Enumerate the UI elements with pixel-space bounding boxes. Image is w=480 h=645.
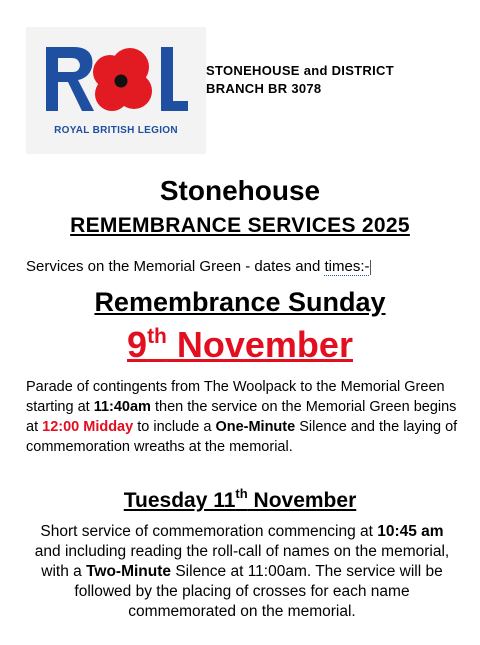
sunday-text-3: to include a (133, 419, 216, 435)
text-cursor (370, 260, 371, 275)
rbl-logo-mark (26, 27, 206, 127)
sunday-details (26, 377, 466, 457)
tuesday-details (26, 522, 458, 622)
page-subtitle: REMEMBRANCE SERVICES 2025 (70, 214, 410, 237)
sunday-service-time: 12:00 Midday (42, 419, 134, 435)
tuesday-heading-sup: th (235, 486, 248, 501)
intro-lead: Services on the Memorial Green - dates and (26, 258, 325, 275)
tuesday-time: 10:45 am (377, 523, 444, 540)
sunday-text-4: Silence and the laying of commemoration wreaths at the memorial. (26, 419, 458, 455)
tuesday-heading-2: November (247, 489, 357, 512)
intro-line (26, 258, 371, 275)
tuesday-text-2: and including reading the roll-call of names on the memorial, with a (34, 543, 450, 580)
sunday-text-1: Parade of contingents from The Woolpack to the Memorial Green starting at (26, 379, 445, 415)
sunday-silence: One-Minute (215, 419, 296, 435)
branch-name (206, 62, 456, 98)
branch-line-1: STONEHOUSE and DISTRICT (206, 63, 394, 78)
tuesday-silence: Two-Minute (86, 563, 172, 580)
branch-line-2: BRANCH BR 3078 (206, 81, 322, 96)
intro-dotted: times:- (324, 258, 370, 275)
sunday-start-time: 11:40am (93, 399, 151, 415)
page-title: Stonehouse (159, 175, 321, 206)
logo-caption: ROYAL BRITISH LEGION (54, 125, 178, 136)
sunday-heading: Remembrance Sunday (94, 287, 386, 317)
sunday-date-suffix: th (147, 325, 167, 348)
sunday-text-2: then the service on the Memorial Green begins at (26, 399, 457, 435)
tuesday-text-1: Short service of commemoration commencing at (40, 523, 378, 540)
sunday-date-month: November (166, 324, 353, 365)
sunday-date-day: 9 (127, 324, 148, 365)
poppy-center-icon (115, 75, 128, 88)
tuesday-heading (0, 486, 480, 513)
tuesday-text-3: Silence at 11:00am. The service will be followed by the placing of crosses for each name commemorated on the memorial. (74, 563, 443, 620)
tuesday-heading-1: Tuesday 11 (123, 489, 236, 512)
sunday-date (0, 324, 480, 366)
rbl-logo (26, 27, 206, 154)
